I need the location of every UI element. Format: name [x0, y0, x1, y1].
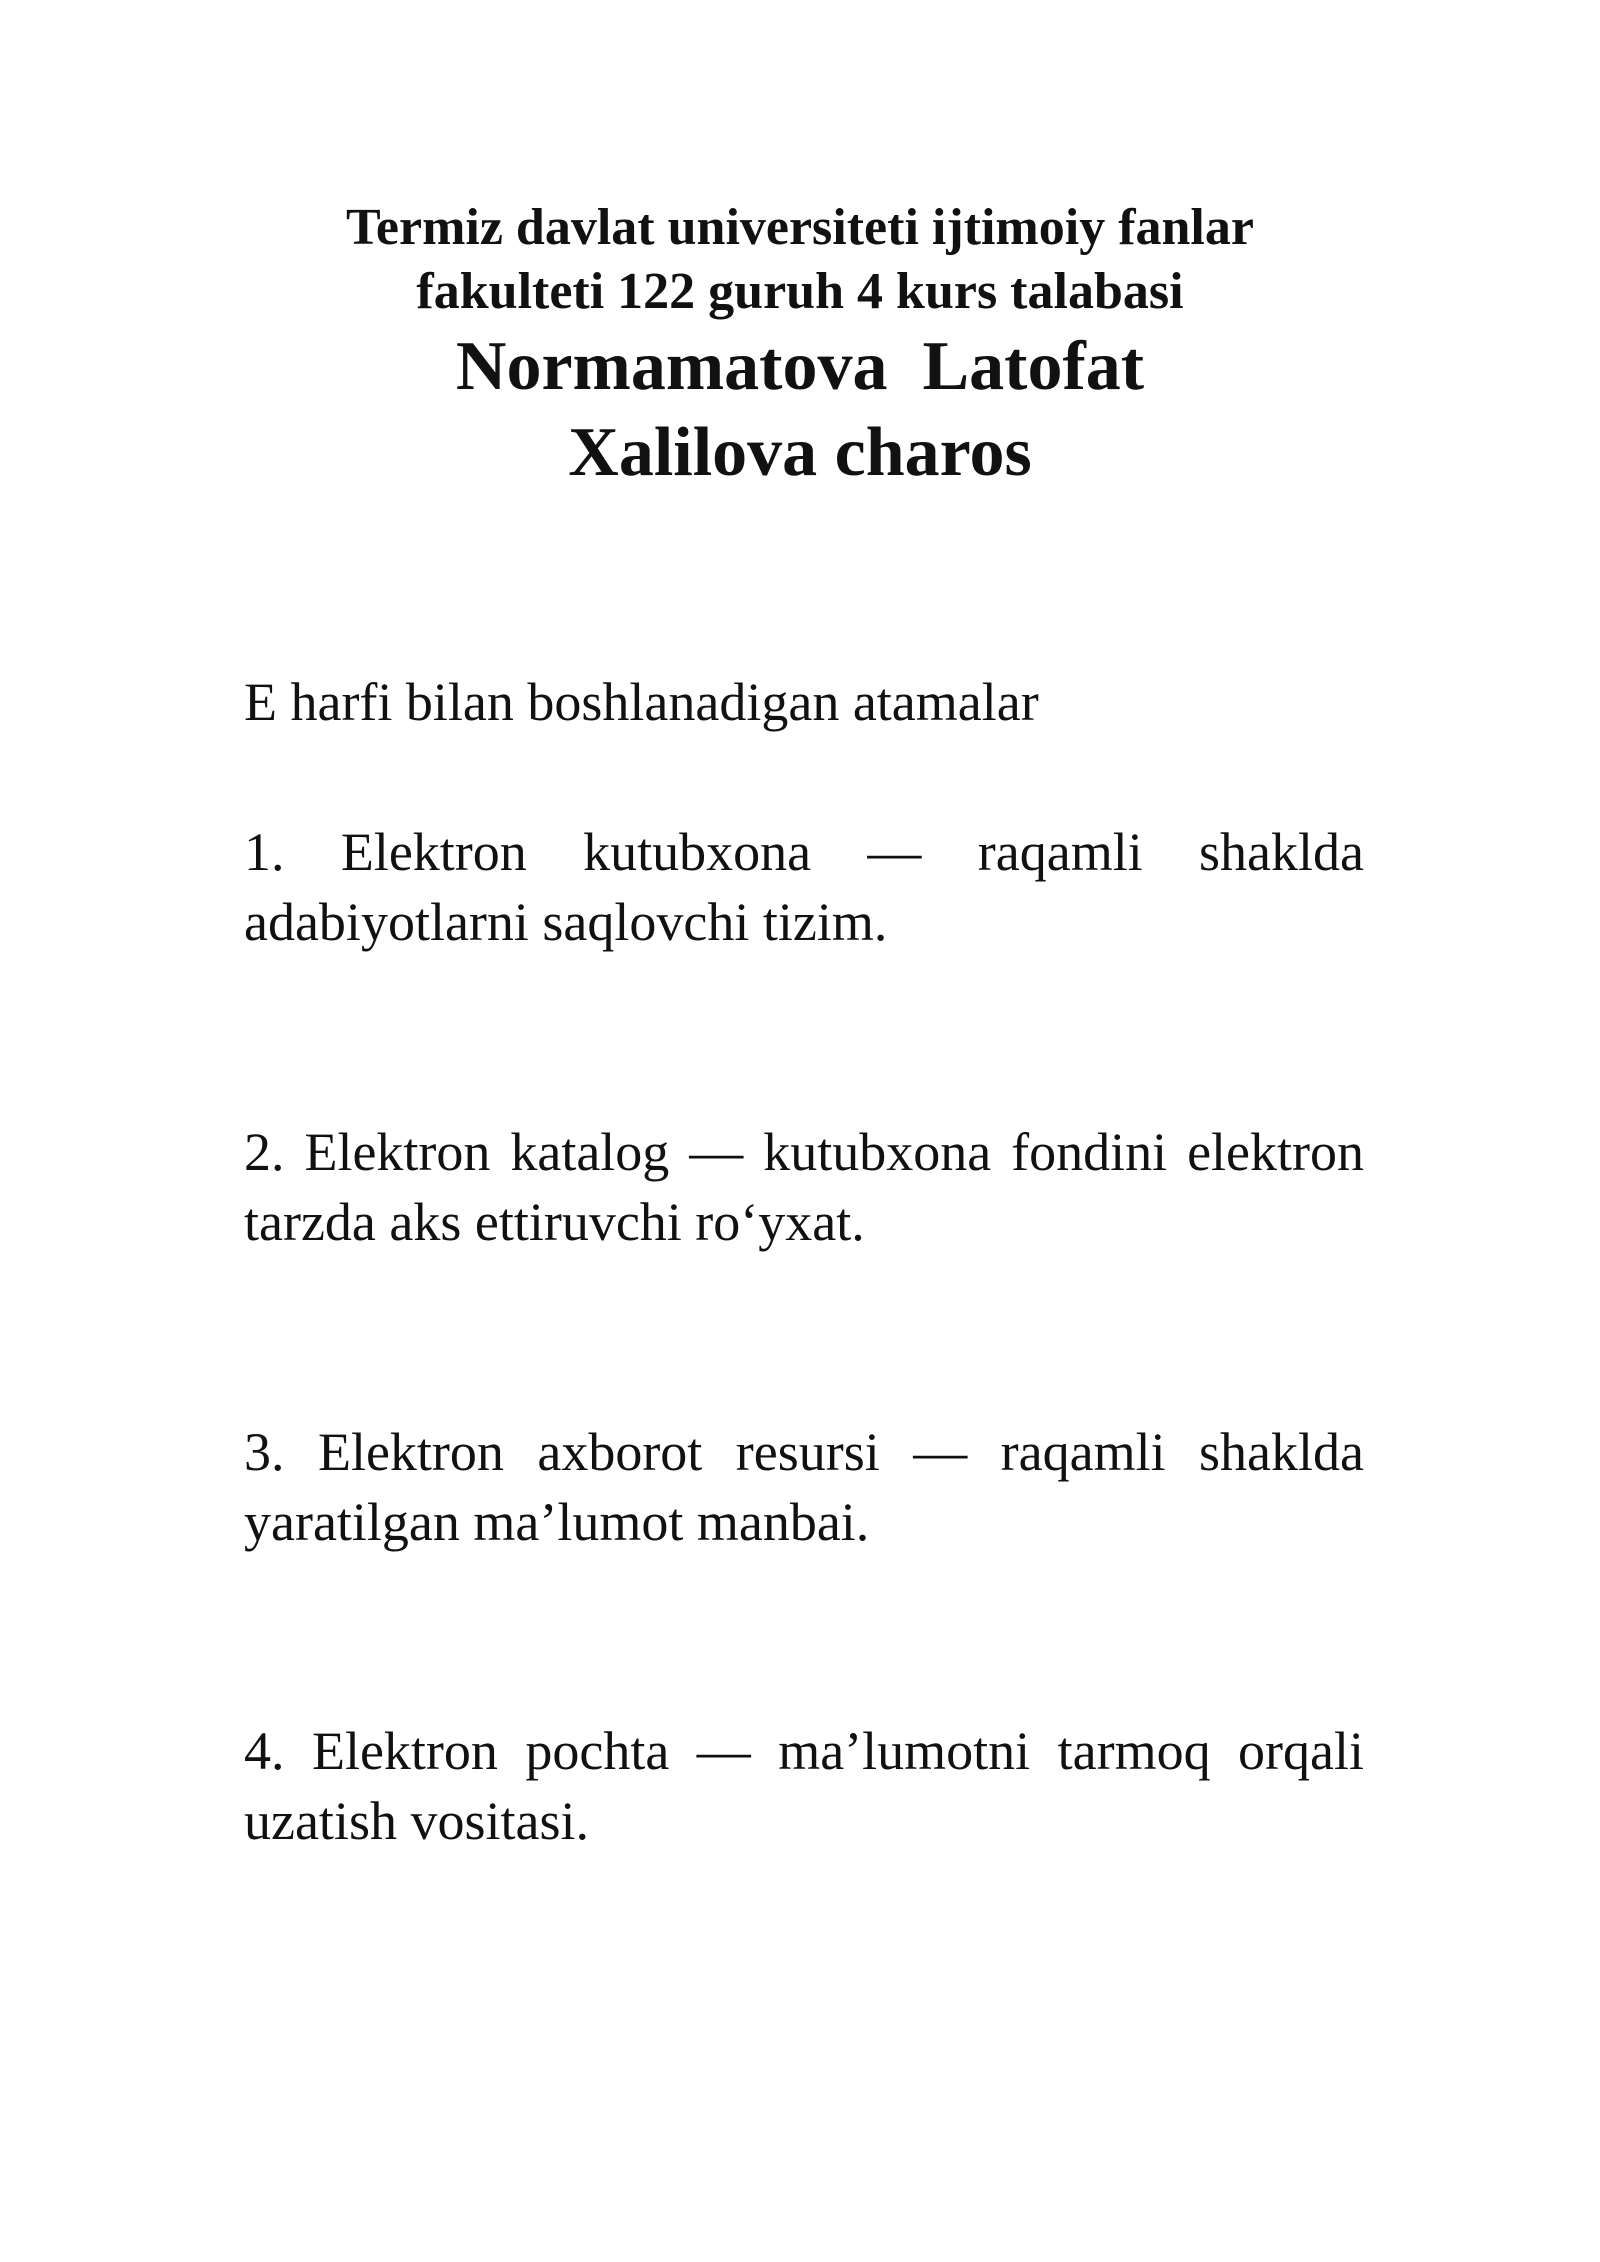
term-item: 4. Elektron pochta — ma’lumotni tarmoq orqali uzatish vositasi. — [244, 1721, 1364, 1851]
section-heading: E harfi bilan boshlanadigan atamalar — [244, 672, 1039, 732]
institution-line-2: fakulteti 122 guruh 4 kurs talabasi — [416, 263, 1184, 320]
institution-line-1: Termiz davlat universiteti ijtimoiy fanlar — [346, 199, 1254, 256]
document-header — [200, 196, 1400, 496]
author-name-2: Xalilova charos — [568, 414, 1032, 491]
term-item: 3. Elektron axborot resursi — raqamli shaklda yaratilgan ma’lumot manbai. — [244, 1422, 1364, 1552]
term-item: 1. Elektron kutubxona — raqamli shaklda adabiyotlarni saqlovchi tizim. — [244, 822, 1364, 952]
term-item: 2. Elektron katalog — kutubxona fondini elektron tarzda aks ettiruvchi ro‘yxat. — [244, 1122, 1364, 1252]
author-name-1: Normamatova Latofat — [455, 328, 1145, 405]
